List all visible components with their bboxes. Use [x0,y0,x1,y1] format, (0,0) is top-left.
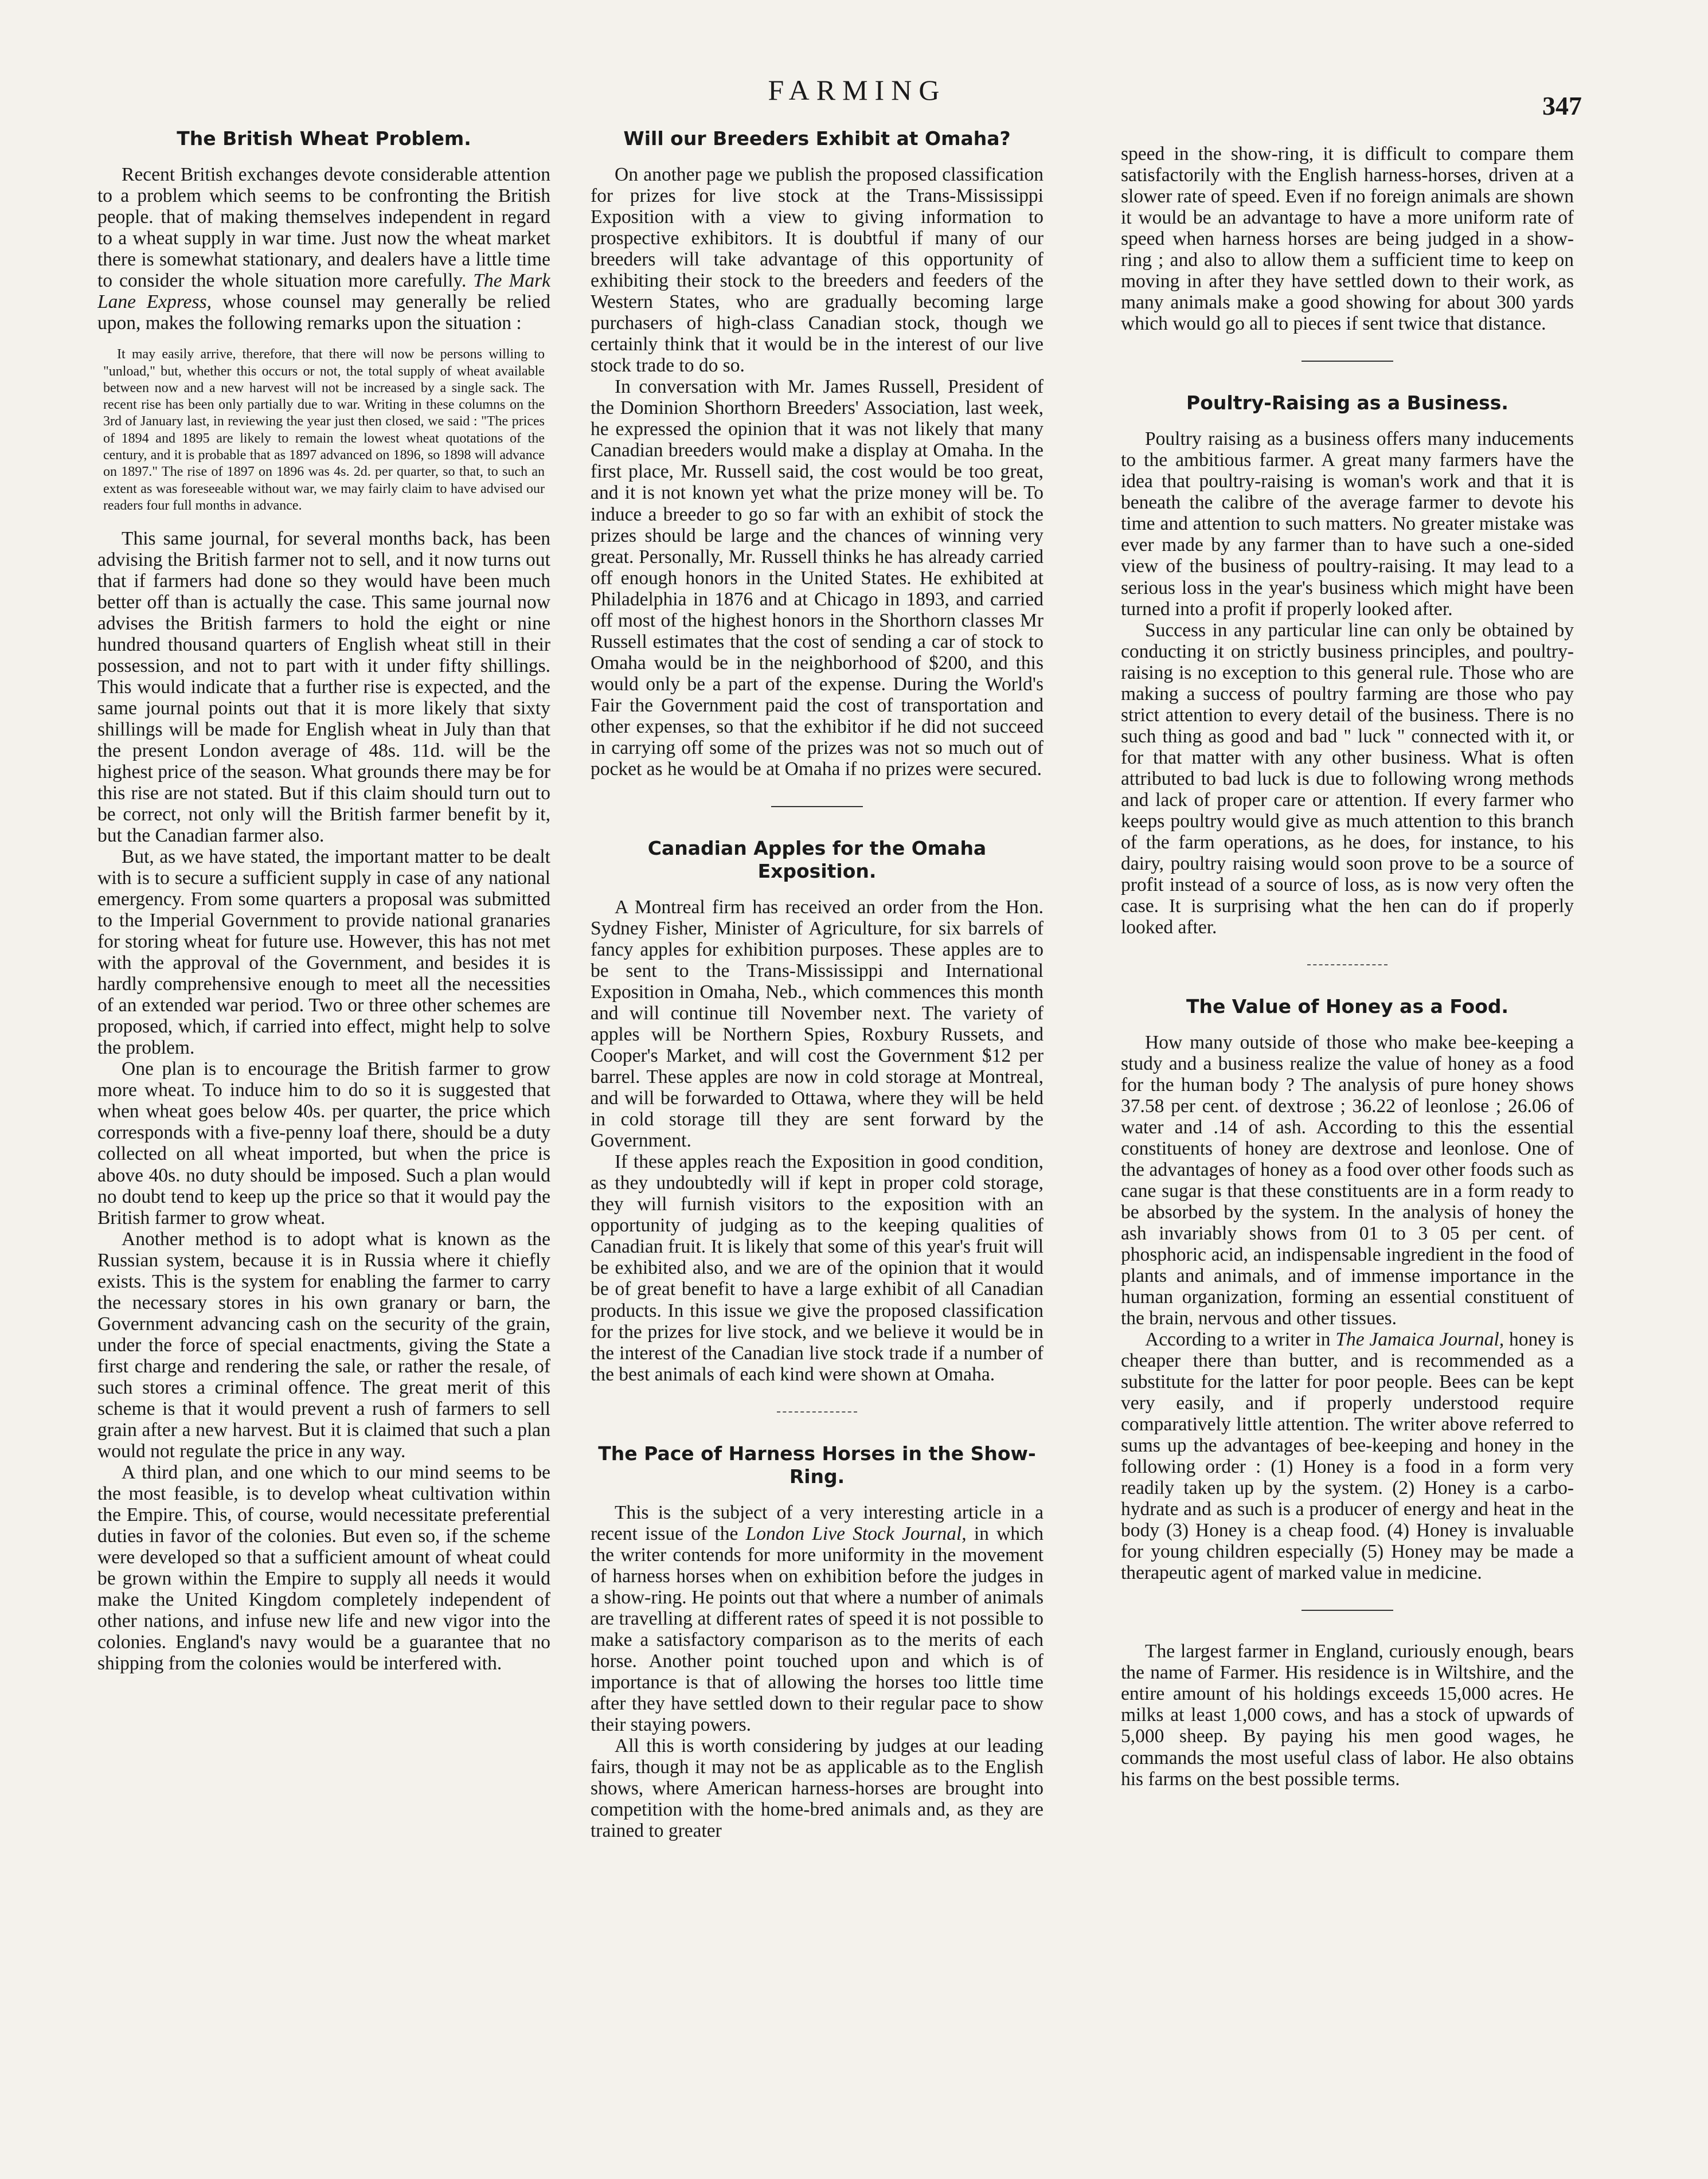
publication-name: The Jamaica Journal, [1335,1329,1504,1351]
paragraph: On another page we publish the proposed classification for prizes for live stock at the Trans-Mississippi Exposition with a view to giving information to prospective exhibitors. It is doubtful if many of our breeders will take advantage of this opportunity of exhibiting their stock to the breeders and feeders of the Western States, who are gradually becoming large purchasers of high-class Canadian stock, though we certainly think that it would be in the interest of our live stock trade to do so. [591,164,1043,377]
headline-poultry: Poultry-Raising as a Business. [1186,392,1508,414]
paragraph: If these apples reach the Exposition in good condition, as they undoubtedly will if kept in proper cold storage, they will furnish visitors to the exposition with an opportunity of judging as to the keeping qualities of Canadian fruit. It is likely that some of this year's fruit will be exhibited also, and we are of the opinion that it would be of great benefit to have a large exhibit of all Canadian products. In this issue we give the proposed classification for the prizes for live stock, and we believe it would be in the interest of the Canadian live stock trade if a number of the best animals of each kind were shown at Omaha. [591,1151,1043,1385]
article-canadian-apples [591,837,1043,1385]
section-divider [1307,964,1387,965]
paragraph: The largest farmer in England, curiously enough, bears the name of Farmer. His residence is in Wiltshire, and the entire amount of his holdings exceeds 15,000 acres. He milks at least 1,000 cows, and has a stock of upwards of 5,000 sheep. By paying his men good wages, he commands the most useful class of labor. He also obtains his farms on the best possible terms. [1121,1641,1574,1790]
headline-british-wheat: The British Wheat Problem. [177,127,471,150]
column-left [97,127,550,2162]
headline-canadian-apples: Canadian Apples for the Omaha Exposition. [647,836,987,882]
running-head [0,73,1708,120]
paragraph: But, as we have stated, the important matter to be dealt with is to secure a sufficient supply in case of any national emergency. From some quarters a proposal was submitted to the Imperial Government to provide national granaries for storing wheat for future use. However, this has not met with the approval of the Government, and besides it is hardly comprehensive enough to meet all the necessities of an extended war period. Two or three other schemes are proposed, which, if carried into effect, might help to solve the problem. [97,846,550,1059]
paragraph: In conversation with Mr. James Russell, President of the Dominion Shorthorn Breeders' Association, last week, he expressed the opinion that it was not likely that many Canadian breeders would make a display at Omaha. In the first place, Mr. Russell said, the cost would be too great, and it is not known yet what the prize money will be. To induce a breeder to go so far with an exhibit of stock the prizes should be large and the chances of winning very great. Personally, Mr. Russell thinks he has already carried off enough honors in the United States. He exhibited at Philadelphia in 1876 and at Chicago in 1893, and carried off most of the highest honors in the Shorthorn classes Mr Russell estimates that the cost of sending a car of stock to Omaha would be in the neighborhood of $200, and this would only be a part of the expense. During the World's Fair the Government paid the cost of transportation and other expenses, so that the exhibitor if he did not succeed in carrying off some of the prizes was not so much out of pocket as he would be at Omaha if no prizes were secured. [591,376,1043,780]
paragraph: This is the subject of a very interesting article in a recent issue of the London Live Stock Journal, in which the writer contends for more uniformity in the movement of harness horses when on exhibition before the judges in a show-ring. He points out that where a number of animals are travelling at different rates of speed it is not possible to make a satisfactory comparison as to the merits of each horse. Another point touched upon and which is of importance is that of allowing the horses too little time after they have settled down to their regular pace to show their staying powers. [591,1502,1043,1736]
paragraph: Poultry raising as a business offers many inducements to the ambitious farmer. A great many farmers have the idea that poultry-raising is woman's work and that it is beneath the calibre of the average farmer to devote his time and attention to such matters. No greater mistake was ever made by any farmer than to have such a one-sided view of the business of poultry-raising. It may lead to a serious loss in the year's business which might have been turned into a profit if properly looked after. [1121,428,1574,620]
article-breeders-omaha [591,127,1043,780]
paragraph-continued: speed in the show-ring, it is difficult to compare them satisfactorily with the English harness-horses, driven at a slower rate of speed. Even if no foreign animals are shown it would be an advantage to have a more uniform rate of speed when harness horses are being judged in a show-ring ; and also to allow them a sufficient time to keep on moving in after they have settled down to their work, as many animals make a good showing for about 300 yards which would go all to pieces if sent twice that distance. [1121,143,1574,335]
section-divider [1301,1610,1393,1611]
paragraph: According to a writer in The Jamaica Journal, honey is cheaper there than butter, and is recommended as a substitute for the latter for poor people. Bees can be kept very easily, and if properly understood require comparatively little attention. The writer above referred to sums up the advantages of bee-keeping and honey in the following order : (1) Honey is a food in a form very readily taken up by the system. (2) Honey is a carbo-hydrate and as such is a producer of energy and heat in the body (3) Honey is a cheap food. (4) Honey is invaluable for young children especially (5) Honey may be made a therapeutic agent of marked value in medicine. [1121,1329,1574,1584]
paragraph: This same journal, for several months back, has been advising the British farmer not to sell, and it now turns out that if farmers had done so they would have been much better off than is actually the case. This same journal now advises the British farmers to hold the eight or nine hundred thousand quarters of English wheat still in their possession, and not to part with it under fifty shillings. This would indicate that a further rise is expected, and the same journal points out that it is more likely that sixty shillings will be made for English wheat in July than that the present London average of 48s. 11d. will be the highest price of the season. What grounds there may be for this rise are not stated. But if this claim should turn out to be correct, not only will the British farmer benefit by it, but the Canadian farmer also. [97,528,550,847]
headline-harness-horses: The Pace of Harness Horses in the Show-Ring. [598,1442,1036,1488]
paragraph: Another method is to adopt what is known as the Russian system, because it is in Russia where it chiefly exists. This is the system for enabling the farmer to carry the necessary stores in his own granary or barn, the Government advancing cash on the security of the grain, under the force of special enactments, giving the State a first charge and rendering the sale, or rather the resale, of such stores a criminal offence. The great merit of this scheme is that it would prevent a rush of farmers to sell grain after a new harvest. But it is claimed that such a plan would not regulate the price in any way. [97,1228,550,1462]
paragraph: All this is worth considering by judges at our leading fairs, though it may not be as applicable as to the English shows, where American harness-horses are brought into competition with the home-bred animals and, as they are trained to greater [591,1735,1043,1842]
publication-name: London Live Stock Journal, [745,1523,967,1545]
article-honey [1121,995,1574,1584]
publication-name: The Mark Lane Express, [97,270,550,313]
running-title: FARMING [768,74,947,106]
paragraph: A third plan, and one which to our mind seems to be the most feasible, is to develop wheat cultivation within the Empire. This, of course, would necessitate preferential duties in favor of the colonies. But even so, if the scheme were developed so that a sufficient amount of wheat could be grown within the Empire to supply all needs it would make the United Kingdom completely independent of other nations, and infuse new life and new vigor into the colonies. England's navy would be a guarantee that no shipping from the colonies would be interfered with. [97,1461,550,1674]
paragraph: How many outside of those who make bee-keeping a study and a business realize the value of honey as a food for the human body ? The analysis of pure honey shows 37.58 per cent. of dextrose ; 36.22 of leonlose ; 26.06 of water and .14 of ash. According to this the essential constituents of honey are dextrose and leonlose. One of the advantages of honey as a food over other foods such as cane sugar is that these constituents are in a form ready to be absorbed by the system. In the analysis of honey the ash invariably shows from 01 to 3 05 per cent. of phosphoric acid, an indispensable ingredient in the food of plants and animals, and of immense importance in the human organization, forming an essential constituent of the brain, nervous and other tissues. [1121,1032,1574,1329]
article-poultry [1121,392,1574,938]
headline-breeders-omaha: Will our Breeders Exhibit at Omaha? [623,127,1011,150]
article-british-wheat [97,127,550,1674]
paragraph: Success in any particular line can only be obtained by conducting it on strictly business principles, and poultry-raising is no exception to this general rule. Those who are making a success of poultry farming are those who pay strict attention to every detail of the business. There is no such thing as good and bad " luck " connected with it, or for that matter with any other business. What is often attributed to bad luck is due to following wrong methods and lack of proper care or attention. If every farmer who keeps poultry would give as much attention to this branch of the farm operations, as he does, for instance, to his dairy, poultry raising would soon prove to be a source of profit instead of a source of loss, as is now very often the case. It is surprising what the hen can do if properly looked after. [1121,619,1574,938]
block-quote: It may easily arrive, therefore, that there will now be persons willing to "unload," but, whether this occurs or not, the total supply of wheat available between now and a new harvest will not be increased by a single sack. The recent rise has been only partially due to war. Writing in these columns on the 3rd of January last, in reviewing the year just then closed, we said : "The prices of 1894 and 1895 are likely to remain the lowest wheat quotations of the century, and it is probable that as 1897 advanced on 1896, so 1898 will advance on 1897." The rise of 1897 on 1896 was 4s. 2d. per quarter, so that, to such an extent as was foreseeable without war, we may fairly claim to have advised our readers four full months in advance. [103,347,545,513]
paragraph: Recent British exchanges devote considerable attention to a problem which seems to be confronting the British people. that of making themselves independent in regard to a wheat supply in war time. Just now the wheat market there is somewhat stationary, and dealers have a little time to consider the whole situation more carefully. The Mark Lane Express, whose counsel may generally be relied upon, makes the following remarks upon the situation : [97,164,550,334]
section-divider [777,1411,857,1413]
paragraph: A Montreal firm has received an order from the Hon. Sydney Fisher, Minister of Agriculture, for six barrels of fancy apples for exhibition purposes. These apples are to be sent to the Trans-Mississippi and International Exposition in Omaha, Neb., which commences this month and will continue till November next. The variety of apples will be Northern Spies, Roxbury Russets, and Cooper's Market, and will cost the Government $12 per barrel. These apples are now in cold storage at Montreal, and will be forwarded to Ottawa, where they will be held in cold storage till they are sent forward by the Government. [591,897,1043,1152]
paragraph: One plan is to encourage the British farmer to grow more wheat. To induce him to do so it is suggested that when wheat goes below 40s. per quarter, the price which corresponds with a five-penny loaf there, should be a duty collected on all wheat imported, but when the price is above 40s. no duty should be imposed. Such a plan would no doubt tend to keep up the price so that it would pay the British farmer to grow wheat. [97,1058,550,1229]
article-largest-farmer [1121,1641,1574,1789]
section-divider [771,806,863,807]
column-right [1121,143,1574,2178]
headline-honey: The Value of Honey as a Food. [1186,995,1509,1018]
page-number: 347 [1542,91,1582,120]
section-divider [1301,361,1393,362]
column-middle [591,127,1043,2162]
article-harness-horses [591,1442,1043,1842]
